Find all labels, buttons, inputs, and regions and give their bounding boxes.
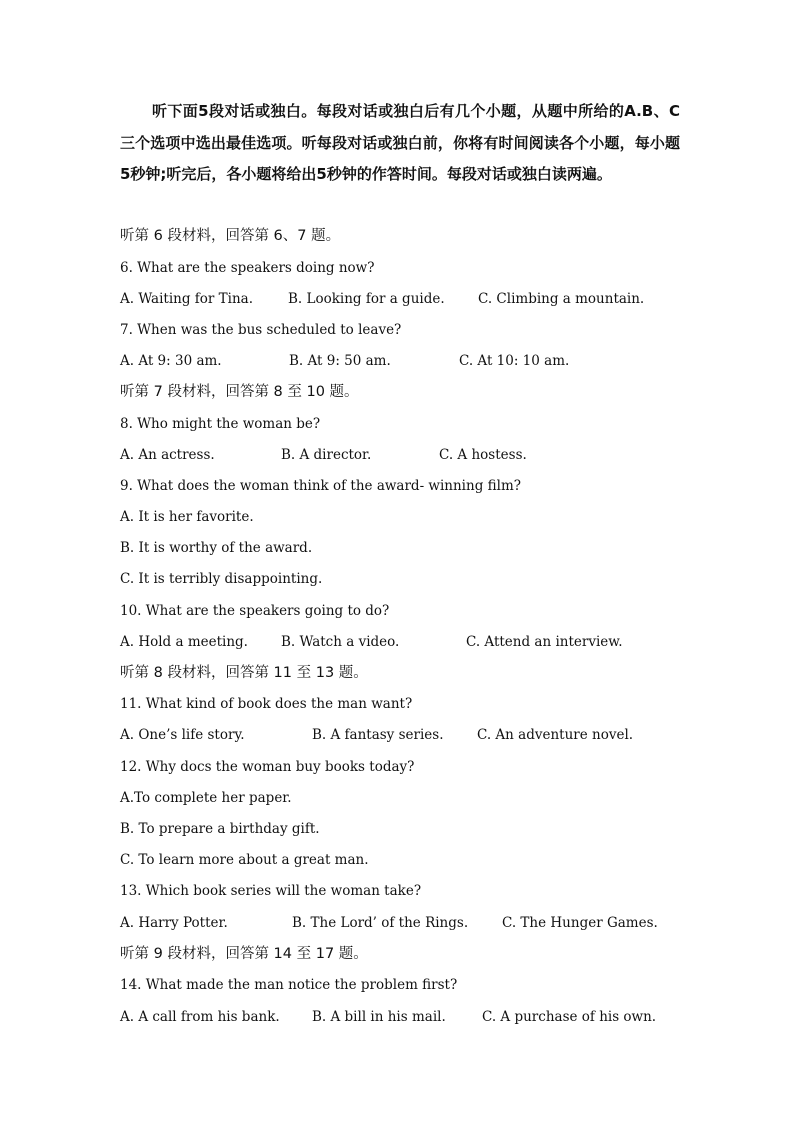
question-14-option-a: A. A call from his bank. <box>120 1009 280 1025</box>
question-8-stem: 8. Who might the woman be? <box>120 416 321 432</box>
question-11-option-a: A. One’s life story. <box>120 727 245 743</box>
question-10-option-b: B. Watch a video. <box>281 634 400 650</box>
question-7-option-b: B. At 9: 50 am. <box>289 353 391 369</box>
question-9-option-c: C. It is terribly disappointing. <box>120 571 323 587</box>
question-7-option-c: C. At 10: 10 am. <box>459 353 570 369</box>
section-heading-9: 听第 9 段材料，回答第 14 至 17 题。 <box>120 946 368 962</box>
question-9-stem: 9. What does the woman think of the award- winning film? <box>120 478 521 494</box>
question-10-option-c: C. Attend an interview. <box>466 634 623 650</box>
question-9-option-a: A. It is her favorite. <box>120 509 254 525</box>
question-8-option-b: B. A director. <box>281 447 372 463</box>
question-13-option-a: A. Harry Potter. <box>120 915 228 931</box>
question-12-option-a: A.To complete her paper. <box>120 790 292 806</box>
question-10-stem: 10. What are the speakers going to do? <box>120 603 390 619</box>
question-11-option-b: B. A fantasy series. <box>312 727 444 743</box>
question-6-option-a: A. Waiting for Tina. <box>120 291 253 307</box>
question-6-stem: 6. What are the speakers doing now? <box>120 260 375 276</box>
section-heading-7: 听第 7 段材料，回答第 8 至 10 题。 <box>120 384 359 400</box>
question-11-option-c: C. An adventure novel. <box>477 727 634 743</box>
question-6-option-b: B. Looking for a guide. <box>288 291 445 307</box>
question-14-option-b: B. A bill in his mail. <box>312 1009 446 1025</box>
question-13-option-c: C. The Hunger Games. <box>502 915 658 931</box>
question-13-stem: 13. Which book series will the woman take? <box>120 883 422 899</box>
question-13-option-b: B. The Lord’ of the Rings. <box>292 915 469 931</box>
question-12-option-c: C. To learn more about a great man. <box>120 852 369 868</box>
section-heading-6: 听第 6 段材料，回答第 6、7 题。 <box>120 228 341 244</box>
question-12-stem: 12. Why docs the woman buy books today? <box>120 759 415 775</box>
question-14-stem: 14. What made the man notice the problem first? <box>120 977 458 993</box>
question-7-option-a: A. At 9: 30 am. <box>120 353 222 369</box>
section-heading-8: 听第 8 段材料，回答第 11 至 13 题。 <box>120 665 368 681</box>
question-9-option-b: B. It is worthy of the award. <box>120 540 313 556</box>
question-14-option-c: C. A purchase of his own. <box>482 1009 657 1025</box>
question-12-option-b: B. To prepare a birthday gift. <box>120 821 320 837</box>
question-6-option-c: C. Climbing a mountain. <box>478 291 645 307</box>
question-11-stem: 11. What kind of book does the man want? <box>120 696 413 712</box>
instructions-paragraph: 听下面5段对话或独白。每段对话或独白后有几个小题，从题中所给的A.B、C三个选项中选出最佳选项。听每段对话或独白前，你将有时间阅读各个小题，每小题5秒钟;听完后，各小题将给出5秒钟的作答时间。每段对话或独白读两遍。 <box>120 102 680 183</box>
question-10-option-a: A. Hold a meeting. <box>120 634 248 650</box>
question-7-stem: 7. When was the bus scheduled to leave? <box>120 322 402 338</box>
question-8-option-a: A. An actress. <box>120 447 215 463</box>
question-8-option-c: C. A hostess. <box>439 447 527 463</box>
